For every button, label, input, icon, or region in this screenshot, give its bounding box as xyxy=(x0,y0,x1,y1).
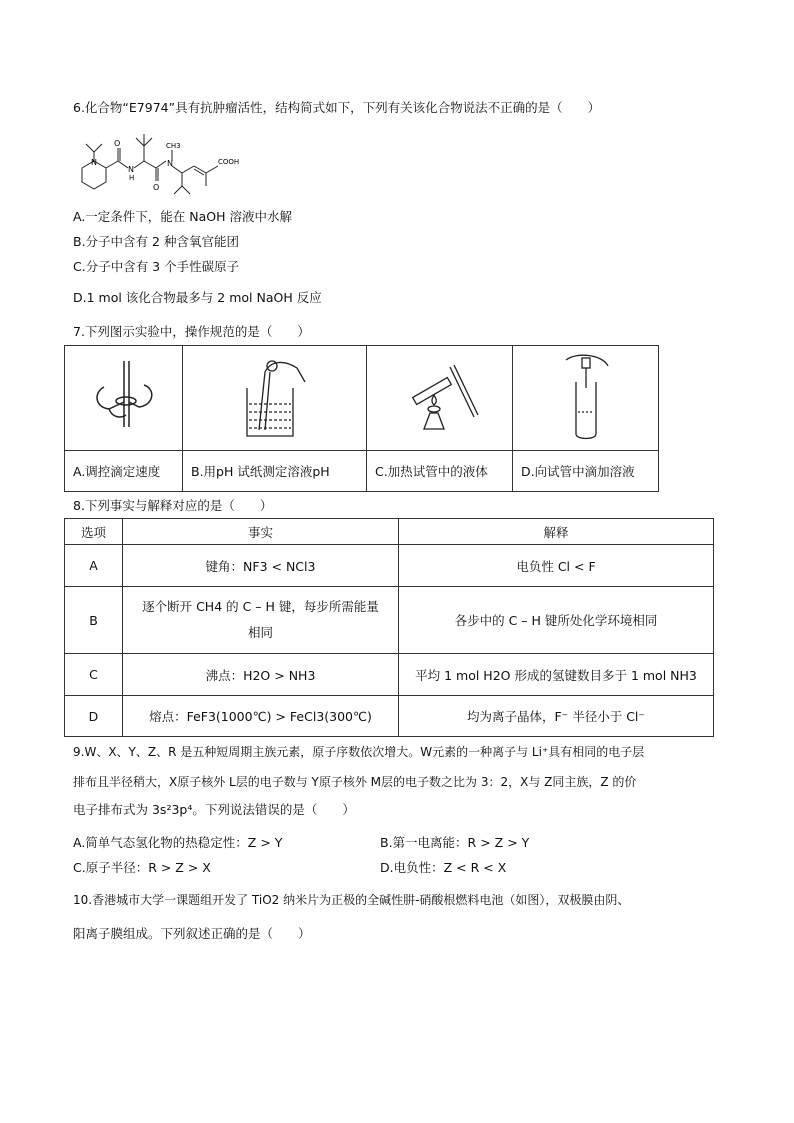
q7-caption-c: C.加热试管中的液体 xyxy=(367,451,513,492)
q8-table xyxy=(64,518,714,737)
heating-test-tube-illustration xyxy=(400,357,480,437)
q9-line-1: 9.W、X、Y、Z、R 是五种短周期主族元素，原子序数依次增大。W元素的一种离子与 Li⁺具有相同的电子层 xyxy=(73,745,645,759)
q8-row-a-fact: 键角：NF3 < NCl3 xyxy=(123,545,399,587)
q6-option-a: A.一定条件下，能在 NaOH 溶液中水解 xyxy=(73,209,293,224)
q8-row-d-fact: 熔点：FeF3(1000℃) > FeCl3(300℃) xyxy=(123,696,399,737)
q7-caption-d: D.向试管中滴加溶液 xyxy=(513,451,659,492)
q8-row-c-fact: 沸点：H2O > NH3 xyxy=(123,654,399,696)
q9-line-3: 电子排布式为 3s²3p⁴。下列说法错误的是（ ） xyxy=(73,802,355,817)
carbonyl-o2-label: O xyxy=(153,183,160,192)
q8-row-a-option: A xyxy=(65,545,123,587)
burette-stopcock-illustration xyxy=(84,357,164,437)
q7-caption-b: B.用pH 试纸测定溶液pH xyxy=(183,451,367,492)
q6-stem: 6.化合物“E7974”具有抗肿瘤活性，结构简式如下，下列有关该化合物说法不正确的是（ ） xyxy=(73,100,601,115)
amide-n-label: N xyxy=(128,165,134,174)
ph-paper-beaker-illustration xyxy=(235,352,315,442)
e7974-structure-diagram xyxy=(72,128,252,200)
q9-option-c: C.原子半径：R > Z > X xyxy=(73,860,211,875)
q6-option-b: B.分子中含有 2 种含氧官能团 xyxy=(73,234,239,249)
q8-header-fact: 事实 xyxy=(123,519,399,545)
q8-stem: 8.下列事实与解释对应的是（ ） xyxy=(73,498,273,513)
q10-line-2: 阳离子膜组成。下列叙述正确的是（ ） xyxy=(73,926,311,941)
q8-row-a-reason: 电负性 Cl < F xyxy=(399,545,714,587)
table-row xyxy=(65,545,714,587)
q8-row-b-fact: 逐个断开 CH4 的 C – H 键，每步所需能量相同 xyxy=(123,587,399,654)
q6-option-d: D.1 mol 该化合物最多与 2 mol NaOH 反应 xyxy=(73,290,322,305)
q8-row-b-option: B xyxy=(65,587,123,654)
carbonyl-o1-label: O xyxy=(114,139,121,148)
ring-n-label: N xyxy=(91,158,97,167)
table-row xyxy=(65,654,714,696)
q7-image-b xyxy=(183,346,367,451)
q7-image-d xyxy=(513,346,659,451)
methyl-n-label: N xyxy=(167,159,173,168)
q9-option-a: A.简单气态氢化物的热稳定性：Z > Y xyxy=(73,835,283,850)
dropper-test-tube-illustration xyxy=(546,352,626,442)
q8-header-reason: 解释 xyxy=(399,519,714,545)
q7-stem: 7.下列图示实验中，操作规范的是（ ） xyxy=(73,324,310,339)
q7-caption-a: A.调控滴定速度 xyxy=(65,451,183,492)
cooh-label: COOH xyxy=(218,158,240,166)
q8-row-c-reason: 平均 1 mol H2O 形成的氢键数目多于 1 mol NH3 xyxy=(399,654,714,696)
q8-row-c-option: C xyxy=(65,654,123,696)
q8-row-d-option: D xyxy=(65,696,123,737)
q9-option-b: B.第一电离能：R > Z > Y xyxy=(380,835,530,850)
q9-line-2: 排布且半径稍大，X原子核外 L层的电子数与 Y原子核外 M层的电子数之比为 3：2，X与 Z同主族，Z 的价 xyxy=(73,775,637,789)
q6-option-c: C.分子中含有 3 个手性碳原子 xyxy=(73,259,240,274)
q8-row-b-reason: 各步中的 C – H 键所处化学环境相同 xyxy=(399,587,714,654)
q7-image-a xyxy=(65,346,183,451)
q10-line-1: 10.香港城市大学一课题组开发了 TiO2 纳米片为正极的全碱性肼-硝酸根燃料电池（如图），双极膜由阴、 xyxy=(73,893,630,907)
q7-image-table xyxy=(64,345,659,492)
amide-h-label: H xyxy=(129,174,135,182)
q7-image-c xyxy=(367,346,513,451)
q9-option-d: D.电负性：Z < R < X xyxy=(380,860,507,875)
table-row xyxy=(65,696,714,737)
q8-header-option: 选项 xyxy=(65,519,123,545)
table-row xyxy=(65,587,714,654)
q8-row-d-reason: 均为离子晶体，F⁻ 半径小于 Cl⁻ xyxy=(399,696,714,737)
ch3-label: CH3 xyxy=(166,142,181,150)
